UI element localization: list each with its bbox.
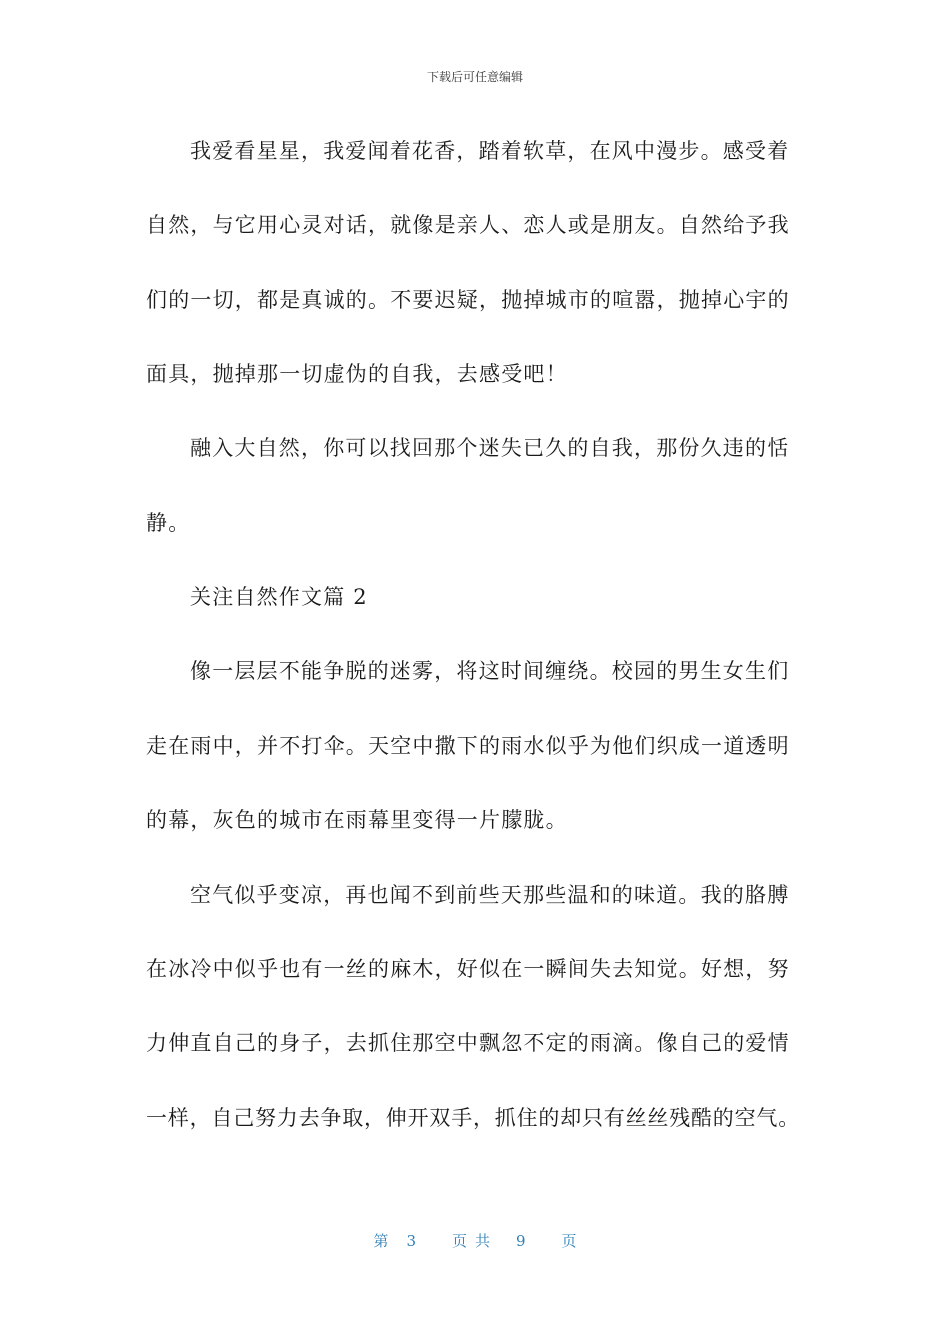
paragraph-line: 像一层层不能争脱的迷雾，将这时间缠绕。校园的男生女生们 (190, 659, 790, 683)
page-footer (0, 1230, 950, 1251)
paragraph-line: 一样，自己努力去争取，伸开双手，抓住的却只有丝丝残酷的空气。 (146, 1106, 800, 1130)
total-pages-number: 9 (516, 1232, 526, 1250)
paragraph-line: 们的一切，都是真诚的。不要迟疑，抛掉城市的喧嚣，抛掉心宇的 (146, 288, 790, 312)
page-label-suffix: 页 (561, 1232, 577, 1250)
paragraph-line: 静。 (146, 511, 191, 535)
page-label-mid: 页共 (451, 1232, 498, 1250)
paragraph-line: 自然，与它用心灵对话，就像是亲人、恋人或是朋友。自然给予我 (146, 213, 790, 237)
paragraph-line: 面具，抛掉那一切虚伪的自我，去感受吧！ (146, 362, 568, 386)
paragraph-line: 我爱看星星，我爱闻着花香，踏着软草，在风中漫步。感受着 (190, 139, 790, 163)
current-page-number: 3 (406, 1232, 416, 1250)
paragraph-line: 走在雨中，并不打伞。天空中撒下的雨水似乎为他们织成一道透明 (146, 734, 790, 758)
paragraph-line: 融入大自然，你可以找回那个迷失已久的自我，那份久违的恬 (190, 436, 790, 460)
paragraph-line: 的幕，灰色的城市在雨幕里变得一片朦胧。 (146, 808, 568, 832)
paragraph-line: 力伸直自己的身子，去抓住那空中飘忽不定的雨滴。像自己的爱情 (146, 1031, 790, 1055)
paragraph-line: 在冰冷中似乎也有一丝的麻木，好似在一瞬间失去知觉。好想，努 (146, 957, 790, 981)
paragraph-line: 空气似乎变凉，再也闻不到前些天那些温和的味道。我的胳膊 (190, 883, 790, 907)
section-heading: 关注自然作文篇 2 (190, 585, 368, 609)
page-header: 下载后可任意编辑 (426, 70, 523, 84)
page-label-prefix: 第 (373, 1232, 389, 1250)
